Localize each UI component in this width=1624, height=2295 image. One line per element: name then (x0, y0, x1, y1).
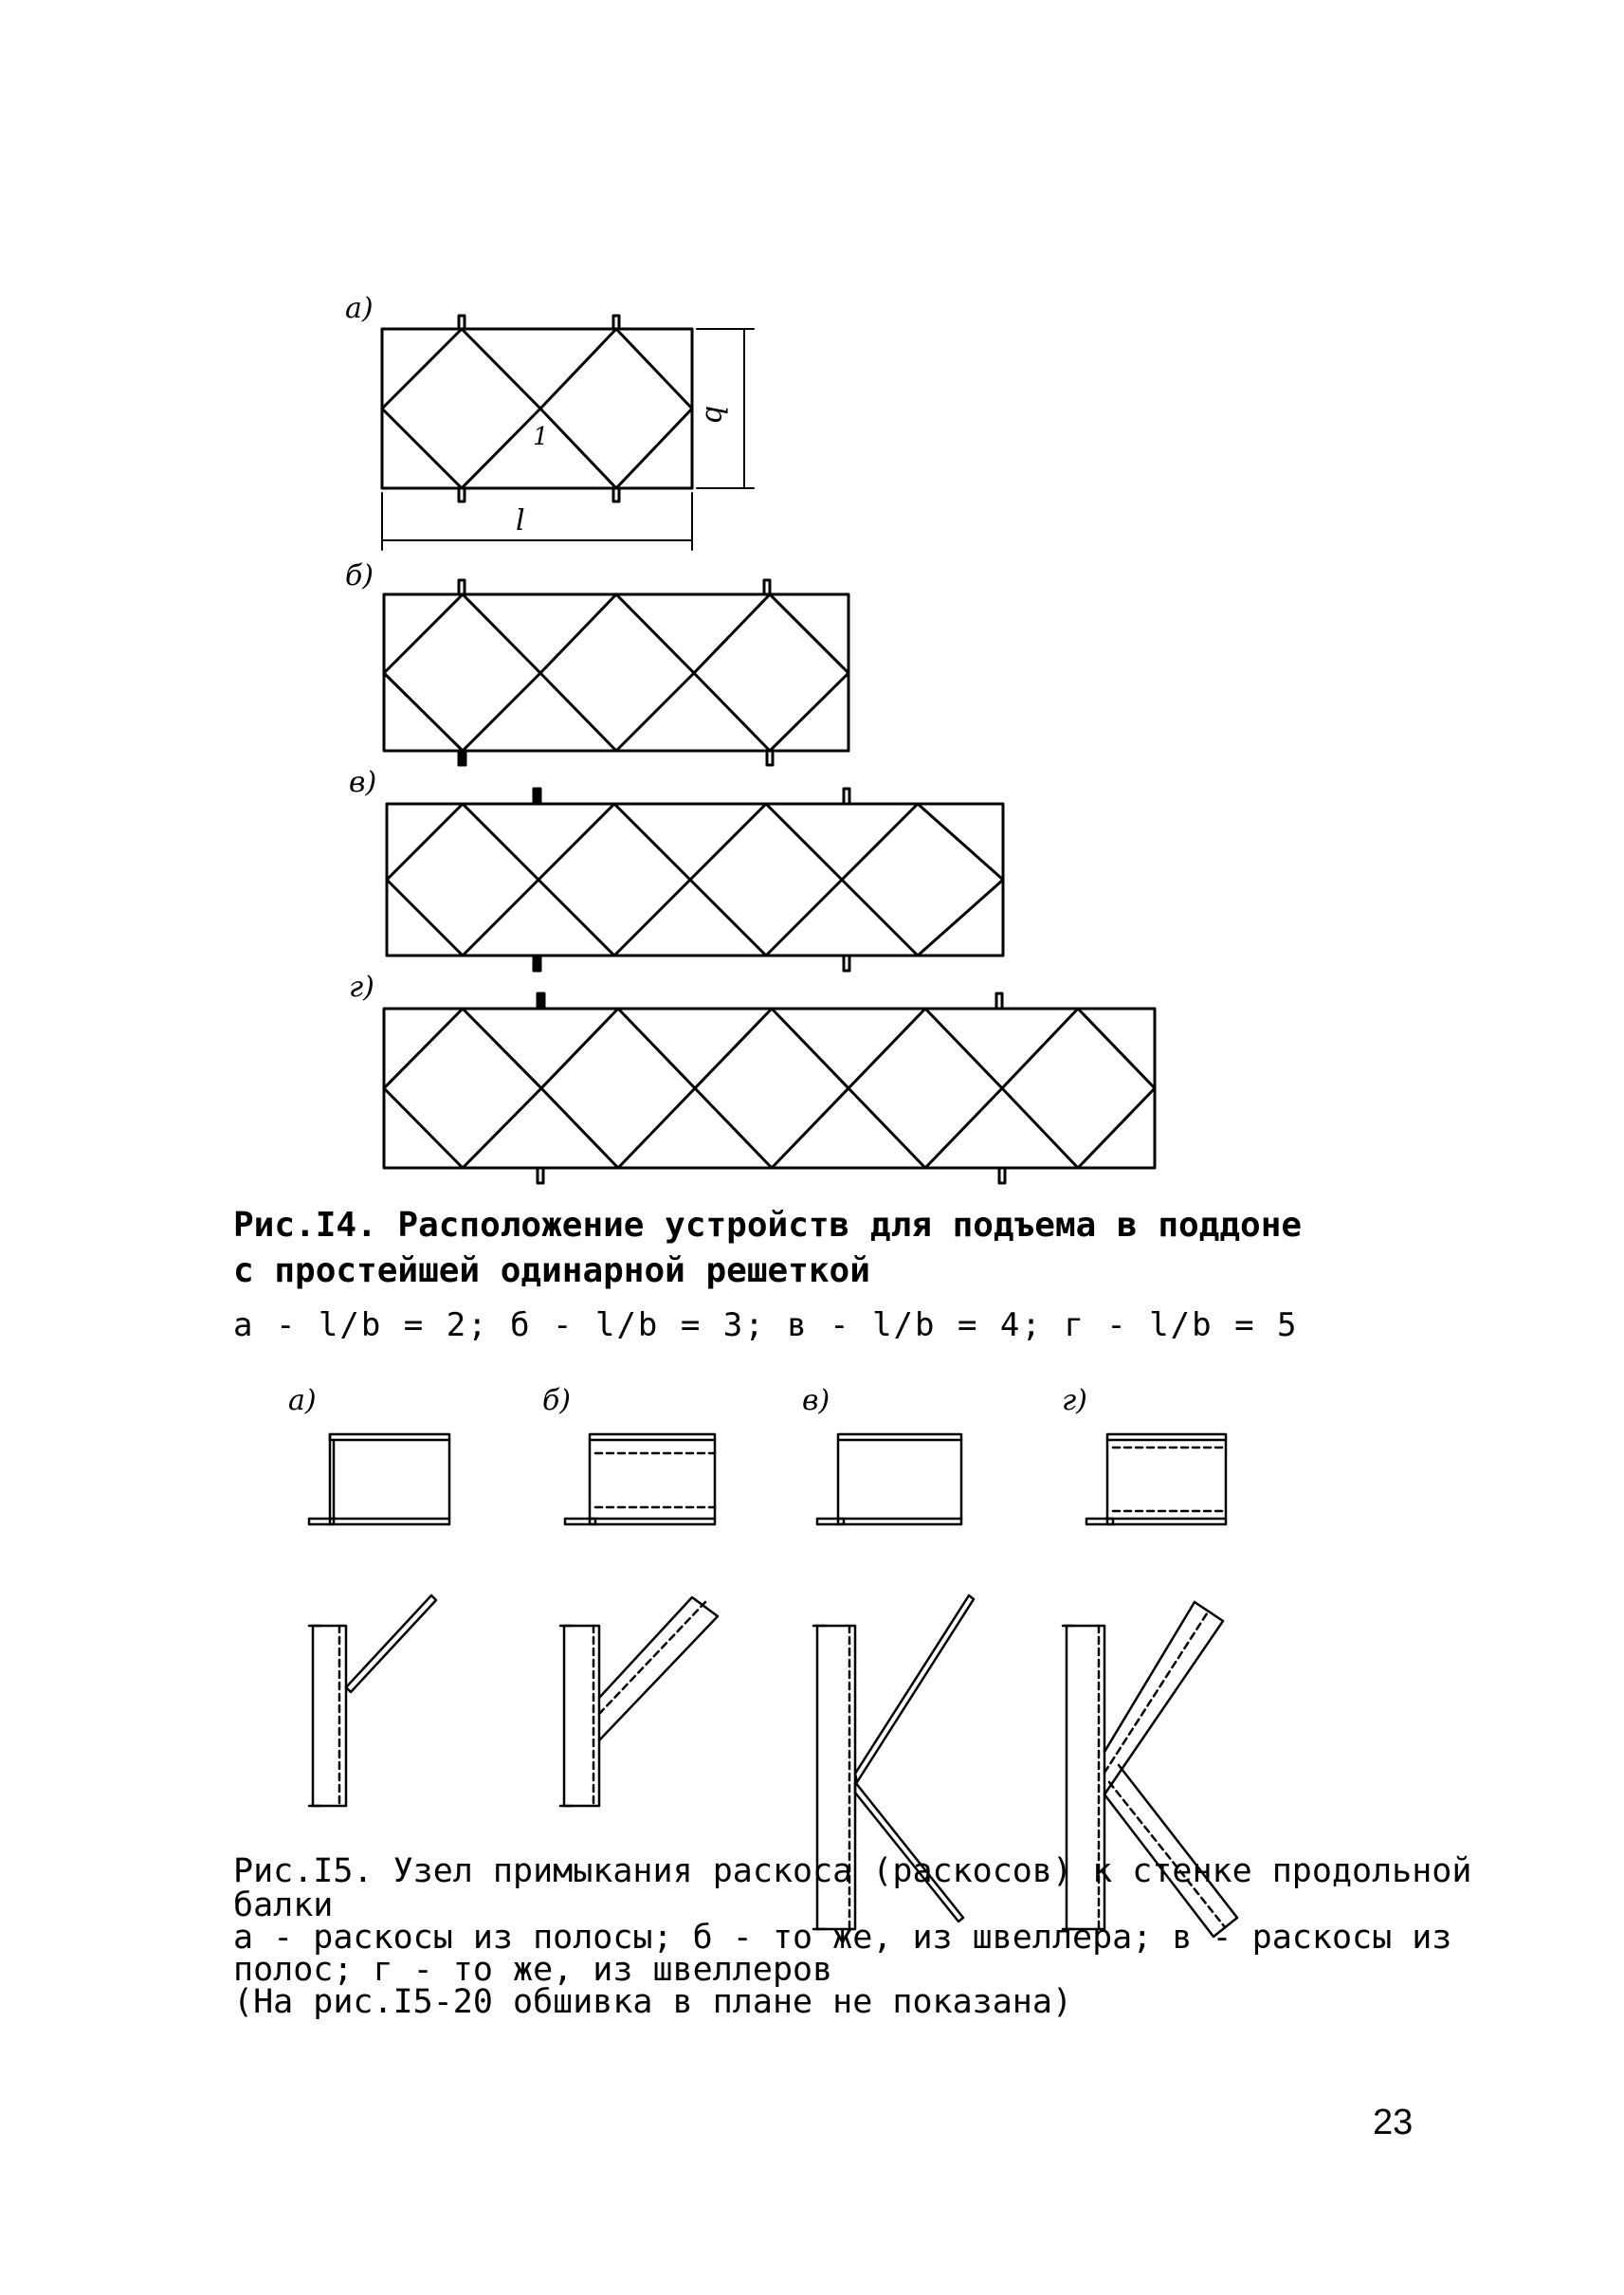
dimension-length-label: l (516, 504, 525, 537)
figure-15-caption-line5: (На рис.I5-20 обшивка в плане не показана) (233, 1983, 1073, 2021)
panel-label-a: а) (345, 292, 374, 325)
figure-14-caption-line2: с простейшей одинарной решеткой (233, 1251, 870, 1290)
section-b (565, 1434, 715, 1524)
dimension-width-label: b (699, 405, 733, 425)
figure-14-caption: Рис.I4. Расположение устройств для подъема в поддоне (233, 1206, 1303, 1245)
fig15-panel-label-a: а) (288, 1384, 317, 1417)
figure-14-ratios: а - l/b = 2; б - l/b = 3; в - l/b = 4; г - l/b = 5 (233, 1306, 1299, 1344)
figure-15-caption-line4: полос; г - то же, из швеллеров (233, 1951, 833, 1989)
pallet-plan-g (384, 993, 1155, 1183)
figure-15-caption-line2: балки (233, 1886, 334, 1924)
fig15-panel-label-v: в) (802, 1384, 830, 1417)
panel-label-g: г) (349, 971, 374, 1004)
page-number: 23 (1373, 2103, 1414, 2142)
section-a (309, 1434, 449, 1524)
fig15-panel-label-b: б) (542, 1384, 572, 1417)
section-v (817, 1434, 961, 1524)
figure-15-caption: Рис.I5. Узел примыкания раскоса (раскосов) к стенке продольной (233, 1852, 1472, 1890)
pallet-plan-a (382, 316, 754, 550)
pallet-plan-b (384, 580, 848, 765)
fig15-panel-label-g: г) (1062, 1384, 1087, 1417)
panel-label-v: в) (349, 766, 377, 799)
member-mark: 1 (533, 423, 549, 451)
node-a (309, 1595, 436, 1806)
figure-15-caption-line3: а - раскосы из полосы; б - то же, из швеллера; в - раскосы из (233, 1919, 1452, 1957)
node-b (560, 1597, 718, 1806)
pallet-plan-v (387, 789, 1003, 971)
section-g (1086, 1434, 1226, 1524)
panel-label-b: б) (345, 559, 374, 592)
